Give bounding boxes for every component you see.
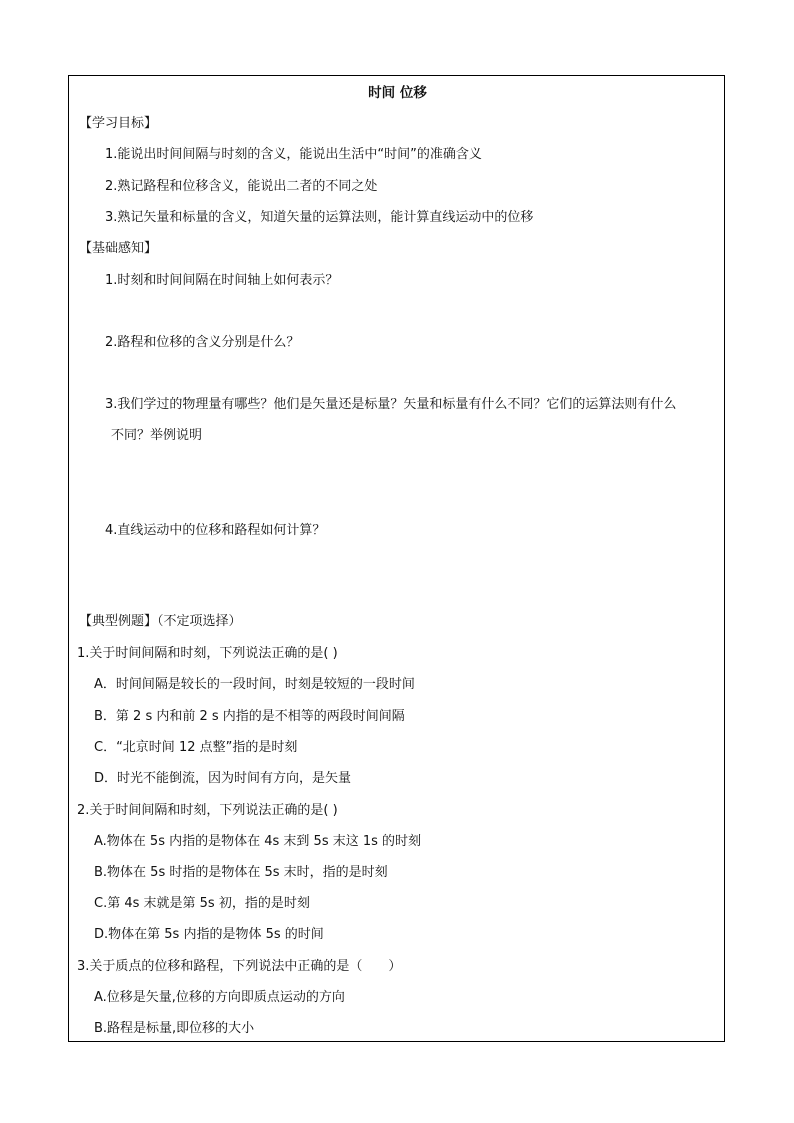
objective-item: 2.熟记路程和位移含义，能说出二者的不同之处 xyxy=(105,179,378,194)
question-option: C．“北京时间 12 点整”指的是时刻 xyxy=(94,740,298,755)
section-heading-basics: 【基础感知】 xyxy=(79,241,158,256)
question-stem: 1.关于时间间隔和时刻，下列说法正确的是( ) xyxy=(77,646,338,661)
question-option: D.物体在第 5s 内指的是物体 5s 的时间 xyxy=(94,927,324,942)
question-option: C.第 4s 末就是第 5s 初，指的是时刻 xyxy=(94,896,310,911)
question-option: A．时间间隔是较长的一段时间，时刻是较短的一段时间 xyxy=(94,677,415,692)
question-option: B．第 2 s 内和前 2 s 内指的是不相等的两段时间间隔 xyxy=(94,709,405,724)
question-option: A.位移是矢量,位移的方向即质点运动的方向 xyxy=(94,990,345,1005)
section-heading-examples: 【典型例题】（不定项选择） xyxy=(79,614,242,629)
basics-question: 1.时刻和时间间隔在时间轴上如何表示？ xyxy=(105,273,339,288)
question-option: A.物体在 5s 内指的是物体在 4s 末到 5s 末这 1s 的时刻 xyxy=(94,834,422,849)
basics-question: 3.我们学过的物理量有哪些？他们是矢量还是标量？矢量和标量有什么不同？它们的运算法则有什么 xyxy=(105,397,677,412)
basics-question-continuation: 不同？举例说明 xyxy=(111,428,203,443)
question-option: D．时光不能倒流，因为时间有方向，是矢量 xyxy=(94,771,352,786)
section-heading-objectives: 【学习目标】 xyxy=(79,116,158,131)
page-title: 时间 位移 xyxy=(368,85,427,101)
basics-question: 2.路程和位移的含义分别是什么？ xyxy=(105,335,300,350)
worksheet-frame xyxy=(68,75,725,1042)
basics-question: 4.直线运动中的位移和路程如何计算？ xyxy=(105,523,326,538)
question-option: B.物体在 5s 时指的是物体在 5s 末时，指的是时刻 xyxy=(94,865,388,880)
question-stem: 2.关于时间间隔和时刻，下列说法正确的是( ) xyxy=(77,803,338,818)
question-stem: 3.关于质点的位移和路程，下列说法中正确的是（ ） xyxy=(77,959,402,974)
objective-item: 1.能说出时间间隔与时刻的含义，能说出生活中“时间”的准确含义 xyxy=(105,147,482,162)
question-option: B.路程是标量,即位移的大小 xyxy=(94,1021,255,1036)
objective-item: 3.熟记矢量和标量的含义，知道矢量的运算法则，能计算直线运动中的位移 xyxy=(105,210,534,225)
